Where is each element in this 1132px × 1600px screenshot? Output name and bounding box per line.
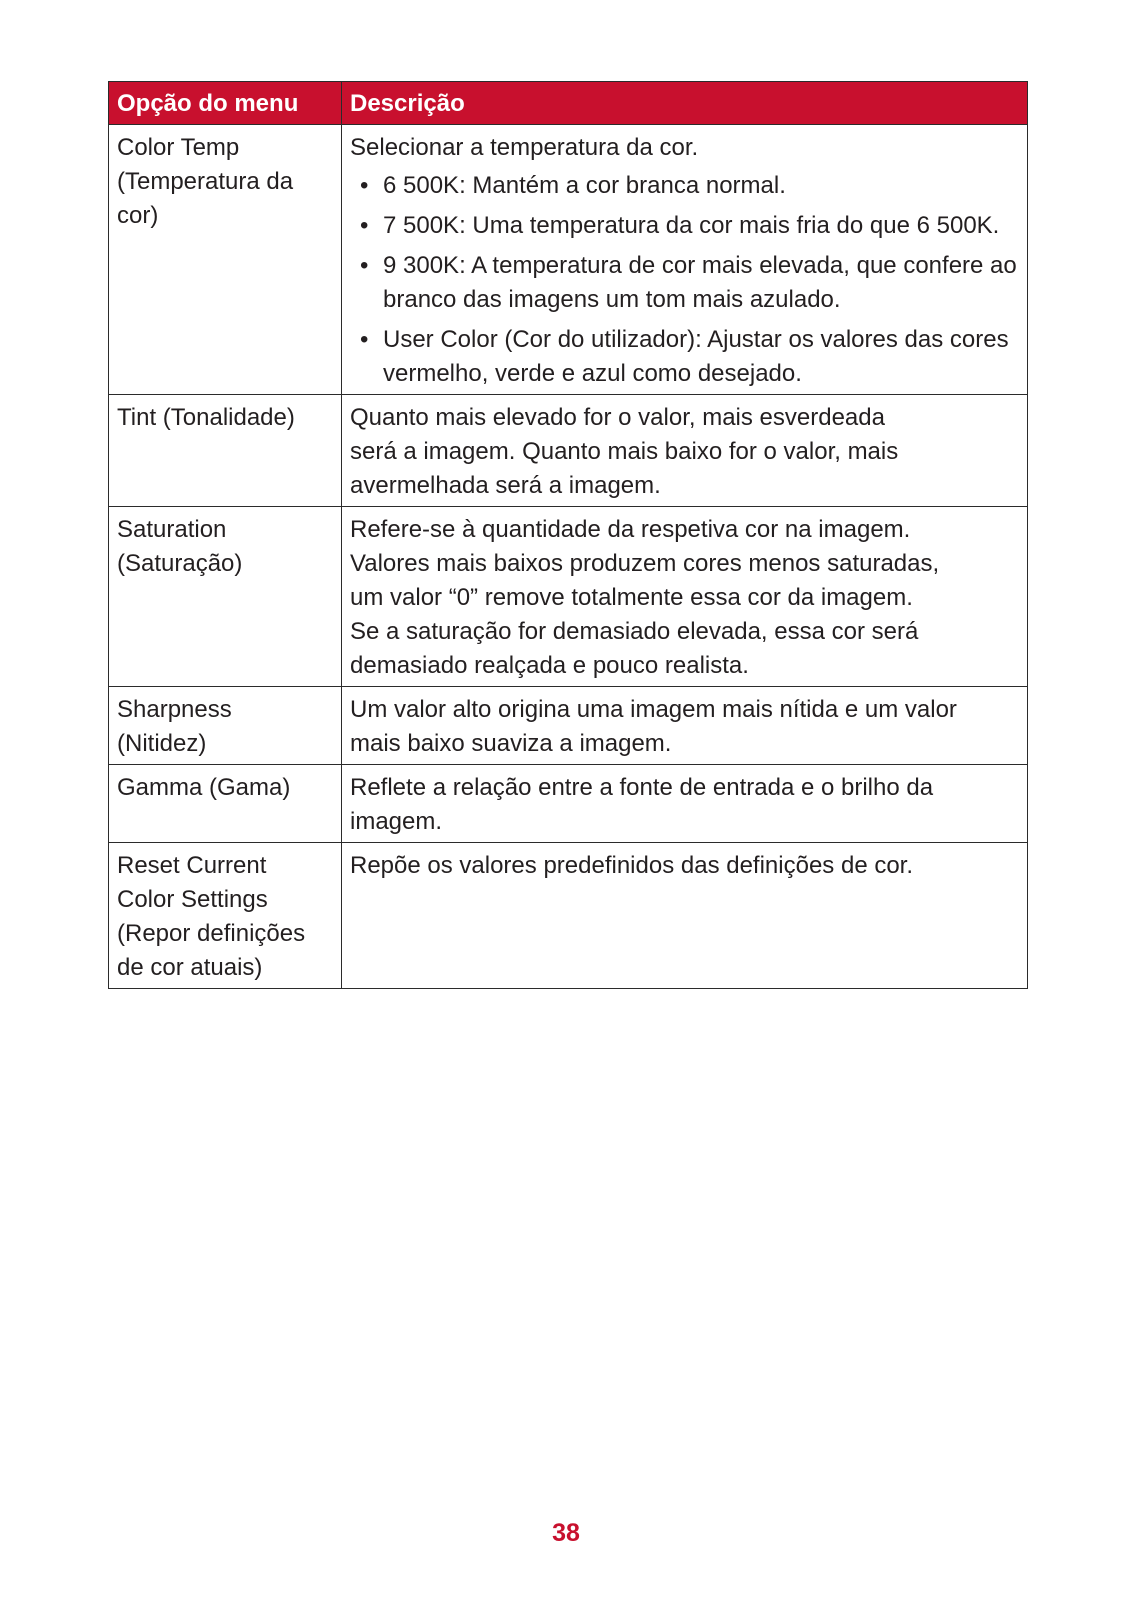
bullet-list (350, 169, 1019, 391)
table-row (109, 395, 1028, 507)
table-header-row (109, 82, 1028, 125)
table-row (109, 125, 1028, 395)
option-cell (109, 765, 342, 843)
bullet-icon: • (360, 326, 369, 353)
description-cell (342, 687, 1028, 765)
description-text: demasiado realçada e pouco realista. (350, 652, 749, 679)
option-label: de cor atuais) (117, 954, 263, 981)
description-text: Reflete a relação entre a fonte de entrada e o brilho da (350, 774, 934, 801)
option-label: Color Temp (117, 134, 240, 161)
list-item (350, 209, 1019, 243)
option-cell (109, 125, 342, 395)
option-label: Sharpness (117, 696, 232, 723)
list-item (350, 249, 1019, 317)
option-cell (109, 395, 342, 507)
description-cell (342, 395, 1028, 507)
description-text: imagem. (350, 808, 443, 835)
list-item (350, 323, 1019, 391)
bullet-icon: • (360, 212, 369, 239)
option-cell (109, 507, 342, 687)
description-text: Refere-se à quantidade da respetiva cor na imagem. (350, 516, 911, 543)
table-row (109, 765, 1028, 843)
description-intro: Selecionar a temperatura da cor. (350, 134, 699, 161)
option-label: Tint (Tonalidade) (117, 404, 295, 431)
option-label: cor) (117, 202, 159, 229)
page-number: 38 (552, 1519, 580, 1547)
description-text: Valores mais baixos produzem cores menos saturadas, (350, 550, 940, 577)
bullet-text: User Color (Cor do utilizador): Ajustar os valores das cores vermelho, verde e azul como desejado. (383, 326, 1009, 387)
option-cell (109, 687, 342, 765)
option-label: (Temperatura da (117, 168, 294, 195)
bullet-text: 6 500K: Mantém a cor branca normal. (383, 172, 786, 199)
option-label: (Repor definições (117, 920, 306, 947)
header-description: Descrição (342, 82, 1028, 125)
menu-options-table (108, 81, 1028, 989)
description-text: avermelhada será a imagem. (350, 472, 661, 499)
bullet-icon: • (360, 252, 369, 279)
description-text: Quanto mais elevado for o valor, mais esverdeada (350, 404, 885, 431)
description-cell (342, 125, 1028, 395)
option-label: Color Settings (117, 886, 268, 913)
option-cell (109, 843, 342, 989)
description-cell (342, 507, 1028, 687)
description-text: um valor “0” remove totalmente essa cor da imagem. (350, 584, 913, 611)
table-row (109, 507, 1028, 687)
table-row (109, 843, 1028, 989)
description-cell (342, 765, 1028, 843)
option-label: Saturation (117, 516, 227, 543)
bullet-text: 7 500K: Uma temperatura da cor mais fria do que 6 500K. (383, 212, 1000, 239)
description-text: Se a saturação for demasiado elevada, essa cor será (350, 618, 919, 645)
table-row (109, 687, 1028, 765)
option-label: (Nitidez) (117, 730, 207, 757)
option-label: (Saturação) (117, 550, 243, 577)
description-text: Repõe os valores predefinidos das definições de cor. (350, 852, 914, 879)
header-menu-option: Opção do menu (109, 82, 342, 125)
option-label: Gamma (Gama) (117, 774, 291, 801)
option-label: Reset Current (117, 852, 267, 879)
description-cell (342, 843, 1028, 989)
list-item (350, 169, 1019, 203)
description-text: Um valor alto origina uma imagem mais nítida e um valor (350, 696, 957, 723)
description-text: será a imagem. Quanto mais baixo for o valor, mais (350, 438, 899, 465)
bullet-text: 9 300K: A temperatura de cor mais elevada, que confere ao branco das imagens um tom mais azulado. (383, 252, 1017, 313)
description-text: mais baixo suaviza a imagem. (350, 730, 672, 757)
bullet-icon: • (360, 172, 369, 199)
